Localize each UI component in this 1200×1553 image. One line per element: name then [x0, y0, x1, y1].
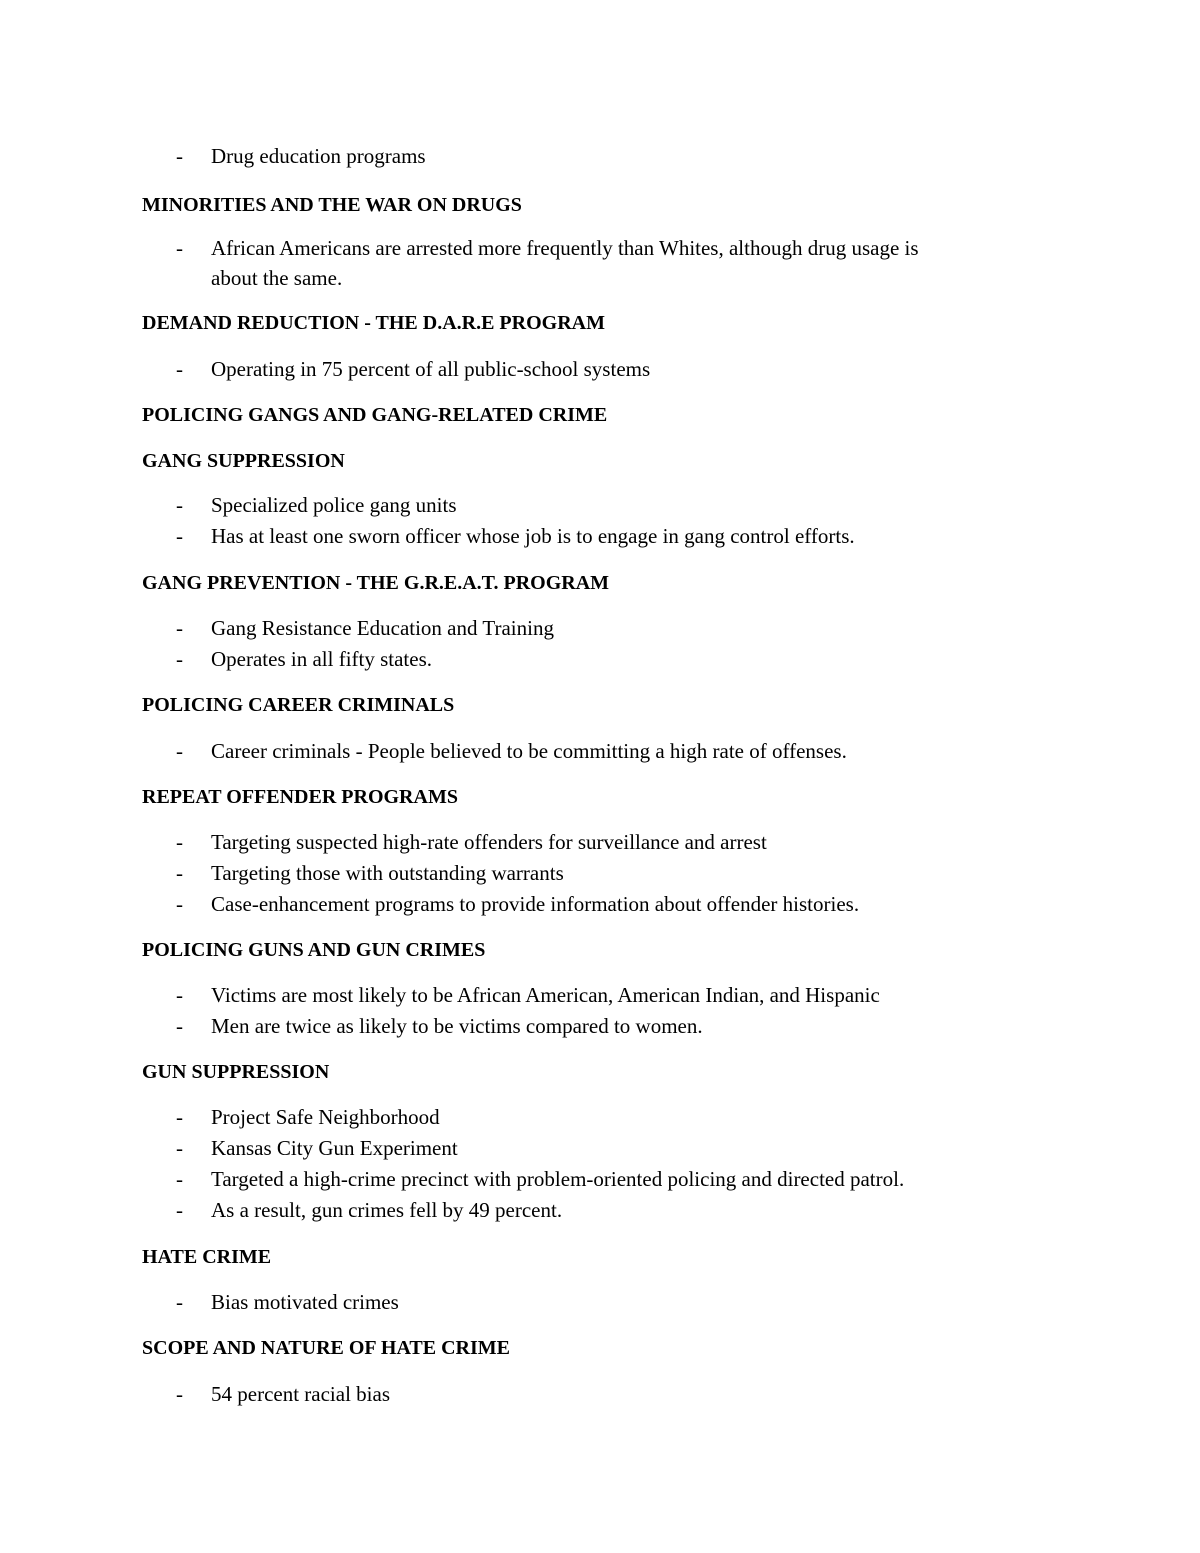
- bullet-dash: -: [176, 357, 183, 381]
- section-heading: GANG PREVENTION - THE G.R.E.A.T. PROGRAM: [142, 572, 610, 594]
- section-heading: DEMAND REDUCTION - THE D.A.R.E PROGRAM: [142, 312, 605, 334]
- bullet-dash: -: [176, 739, 183, 763]
- list-item-text: Project Safe Neighborhood: [211, 1105, 440, 1129]
- bullet-dash: -: [176, 616, 183, 640]
- bullet-dash: -: [176, 144, 183, 168]
- section-heading: REPEAT OFFENDER PROGRAMS: [142, 786, 458, 808]
- list-item-text: 54 percent racial bias: [211, 1382, 390, 1406]
- bullet-dash: -: [176, 647, 183, 671]
- bullet-dash: -: [176, 1198, 183, 1222]
- list-item-text: Operating in 75 percent of all public-school systems: [211, 357, 651, 381]
- list-item-text: Targeting those with outstanding warrants: [211, 861, 564, 885]
- bullet-dash: -: [176, 892, 183, 916]
- list-item-text: Case-enhancement programs to provide information about offender histories.: [211, 892, 860, 916]
- section-heading: SCOPE AND NATURE OF HATE CRIME: [142, 1337, 510, 1359]
- section-heading: POLICING CAREER CRIMINALS: [142, 694, 455, 716]
- bullet-dash: -: [176, 493, 183, 517]
- bullet-dash: -: [176, 1167, 183, 1191]
- bullet-dash: -: [176, 1290, 183, 1314]
- list-item-text: Men are twice as likely to be victims compared to women.: [211, 1014, 703, 1038]
- section-heading: GANG SUPPRESSION: [142, 450, 345, 472]
- bullet-dash: -: [176, 1105, 183, 1129]
- list-item-text: As a result, gun crimes fell by 49 percent.: [211, 1198, 563, 1222]
- list-item-text: Has at least one sworn officer whose job is to engage in gang control efforts.: [211, 524, 855, 548]
- list-item-text: Targeting suspected high-rate offenders for surveillance and arrest: [211, 830, 767, 854]
- list-item-text: Career criminals - People believed to be committing a high rate of offenses.: [211, 739, 847, 763]
- bullet-dash: -: [176, 830, 183, 854]
- list-item-text: African Americans are arrested more frequently than Whites, although drug usage is: [211, 236, 919, 260]
- list-item-text: Gang Resistance Education and Training: [211, 616, 554, 640]
- bullet-dash: -: [176, 524, 183, 548]
- bullet-dash: -: [176, 236, 183, 260]
- list-item-text: Kansas City Gun Experiment: [211, 1136, 458, 1160]
- bullet-dash: -: [176, 1014, 183, 1038]
- list-item-text: Victims are most likely to be African American, American Indian, and Hispanic: [211, 983, 880, 1007]
- list-item-text: Operates in all fifty states.: [211, 647, 433, 671]
- section-heading: GUN SUPPRESSION: [142, 1061, 330, 1083]
- list-item-text: Targeted a high-crime precinct with problem-oriented policing and directed patrol.: [211, 1167, 905, 1191]
- bullet-dash: -: [176, 861, 183, 885]
- section-heading: HATE CRIME: [142, 1246, 272, 1268]
- section-heading: POLICING GUNS AND GUN CRIMES: [142, 939, 486, 961]
- bullet-dash: -: [176, 1136, 183, 1160]
- bullet-dash: -: [176, 1382, 183, 1406]
- list-item-text-continuation: about the same.: [211, 266, 343, 290]
- section-heading: POLICING GANGS AND GANG-RELATED CRIME: [142, 404, 608, 426]
- list-item-text: Specialized police gang units: [211, 493, 457, 517]
- bullet-dash: -: [176, 983, 183, 1007]
- list-item-text: Bias motivated crimes: [211, 1290, 399, 1314]
- section-heading: MINORITIES AND THE WAR ON DRUGS: [142, 194, 522, 216]
- list-item-text: Drug education programs: [211, 144, 426, 168]
